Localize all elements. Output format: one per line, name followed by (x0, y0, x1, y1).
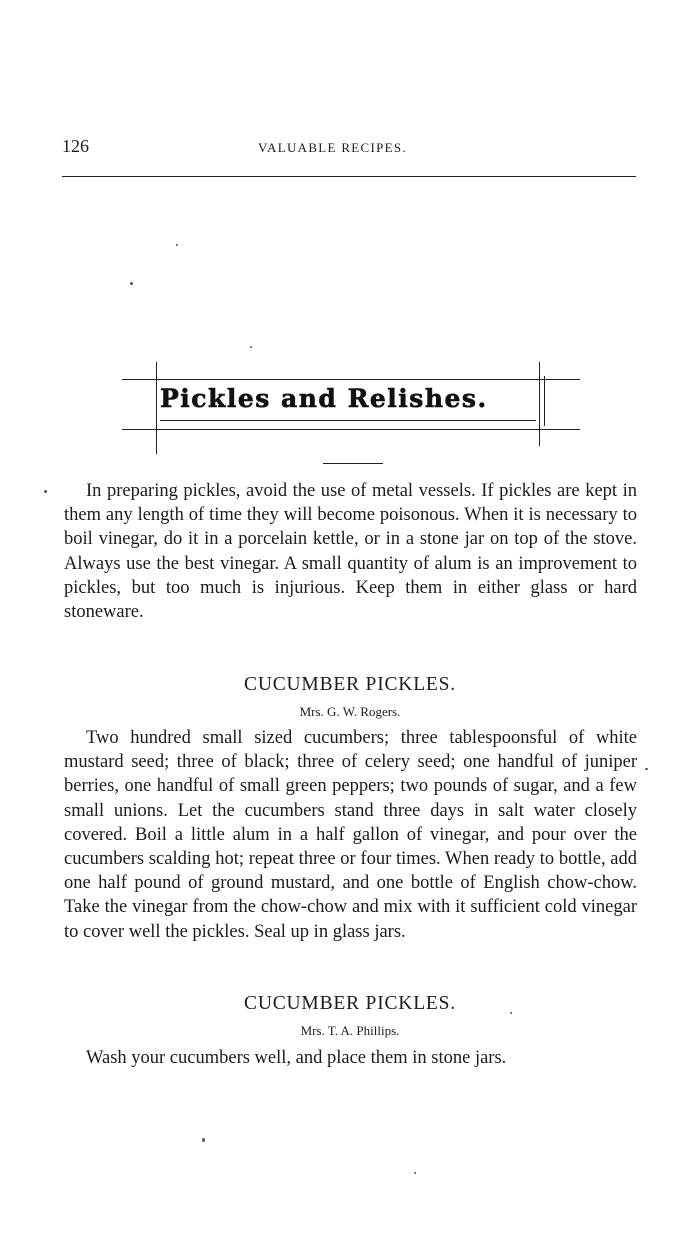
running-head: VALUABLE RECIPES. (258, 140, 407, 155)
paper-speck (176, 244, 178, 246)
paper-speck (202, 1138, 205, 1142)
recipe-author: Mrs. T. A. Phillips. (300, 1023, 400, 1038)
paper-speck (44, 490, 47, 493)
paper-speck (130, 282, 133, 285)
page-number: 126 (62, 136, 89, 156)
paper-speck (510, 1012, 512, 1014)
paper-speck (414, 1172, 416, 1174)
frame-line-left (156, 362, 157, 454)
frame-line-right (539, 362, 540, 446)
title-dash (323, 463, 383, 464)
recipe-body: Two hundred small sized cucumbers; three tablespoonsful of white mustard seed; three of black; three of celery seed; one handful of juniper berries, one handful of small green peppers; two pounds of sugar, and a few small unions. Let the cucumbers stand three days in salt water closely covered. Boil a little alum in a half gallon of vinegar, and pour over the cucumbers scalding hot; repeat three or four times. When ready to bottle, add one half pound of ground mustard, and one bottle of English chow-chow. Take the vinegar from the chow-chow and mix with it sufficient cold vinegar to cover well the pickles. Seal up in glass jars. (64, 728, 637, 942)
recipe-title: CUCUMBER PICKLES. (244, 674, 456, 695)
frame-line-left-2 (160, 420, 536, 421)
section-title: Pickles and Relishes. (160, 384, 488, 413)
recipe-title: CUCUMBER PICKLES. (244, 993, 456, 1014)
recipe-author: Mrs. G. W. Rogers. (299, 704, 401, 719)
header-rule (62, 176, 636, 177)
paper-speck (645, 768, 648, 770)
frame-line-top (122, 379, 580, 380)
paper-speck (250, 346, 252, 348)
frame-line-right-2 (544, 376, 545, 426)
intro-paragraph: In preparing pickles, avoid the use of metal vessels. If pickles are kept in them any length of time they will become poisonous. When it is necessary to boil vinegar, do it in a porcelain kettle, or in a stone jar on top of the stove. Always use the best vinegar. A small quantity of alum is an improvement to pickles, but too much is injurious. Keep them in either glass or hard stoneware. (64, 481, 637, 623)
recipe-body: Wash your cucumbers well, and place them in stone jars. (86, 1048, 507, 1068)
frame-line-bottom (122, 429, 580, 430)
